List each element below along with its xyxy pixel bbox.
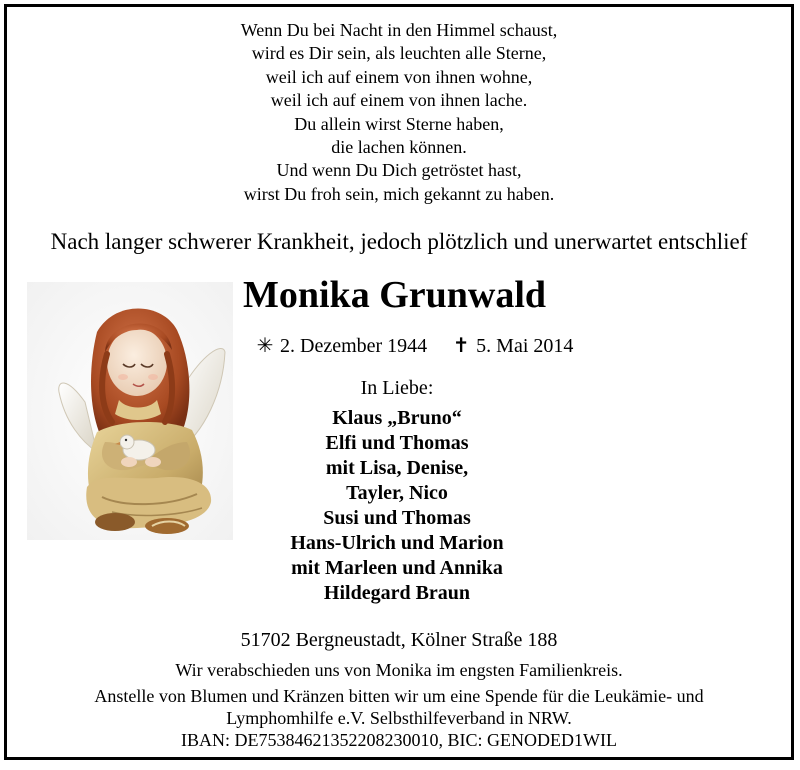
poem-line: Du allein wirst Sterne haben,: [294, 113, 504, 134]
birth-star-icon: ✳: [256, 335, 274, 357]
life-dates: [255, 333, 573, 358]
mourner-line: mit Lisa, Denise,: [325, 457, 469, 479]
poem-line: weil ich auf einem von ihnen lache.: [270, 90, 528, 111]
poem-line: wirst Du froh sein, mich gekannt zu haben.: [243, 183, 555, 204]
angel-figurine-icon: [27, 282, 233, 540]
death-date: 5. Mai 2014: [476, 335, 574, 357]
poem-line: die lachen können.: [331, 137, 467, 158]
poem: [7, 19, 791, 206]
poem-line: wird es Dir sein, als leuchten alle Sterne,: [251, 43, 547, 64]
donation-text-line2: Lymphomhilfe e.V. Selbsthilfeverband in NRW.: [226, 708, 572, 728]
mourner-line: Elfi und Thomas: [325, 432, 469, 454]
birth-date: 2. Dezember 1944: [280, 335, 428, 357]
donation-text-line1: Anstelle von Blumen und Kränzen bitten wir um eine Spende für die Leukämie- und: [94, 686, 704, 706]
mourners-heading: In Liebe:: [360, 377, 434, 399]
mourner-line: Tayler, Nico: [346, 482, 448, 504]
mourner-line: Susi und Thomas: [323, 507, 471, 529]
poem-line: Wenn Du bei Nacht in den Himmel schaust,: [240, 20, 558, 40]
mourner-line: Klaus „Bruno“: [332, 407, 462, 429]
obituary-card: [4, 4, 794, 760]
mourner-line: Hildegard Braun: [323, 582, 471, 604]
intro-text: Nach langer schwerer Krankheit, jedoch plötzlich und unerwartet entschlief: [50, 229, 748, 254]
death-cross-icon: ✝: [452, 335, 470, 357]
farewell-text: Wir verabschieden uns von Monika im engsten Familienkreis.: [175, 660, 623, 680]
poem-line: Und wenn Du Dich getröstet hast,: [276, 160, 522, 181]
poem-line: weil ich auf einem von ihnen wohne,: [265, 66, 533, 87]
mourner-line: Hans-Ulrich und Marion: [290, 532, 504, 554]
bank-details: IBAN: DE75384621352208230010, BIC: GENODED1WIL: [181, 730, 617, 750]
mourner-line: mit Marleen und Annika: [291, 557, 503, 579]
mourners-list: [247, 406, 547, 606]
footer: [7, 659, 791, 751]
address: 51702 Bergneustadt, Kölner Straße 188: [240, 629, 558, 651]
deceased-name: Monika Grunwald: [243, 274, 547, 316]
